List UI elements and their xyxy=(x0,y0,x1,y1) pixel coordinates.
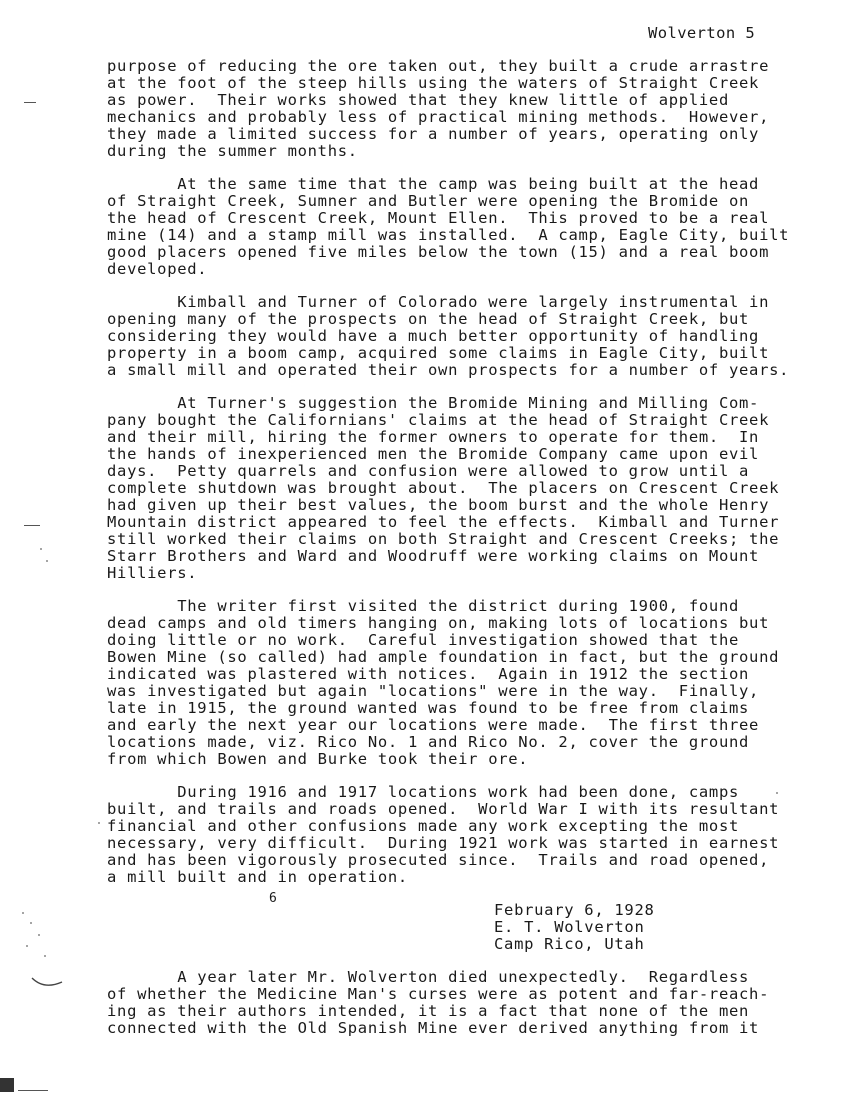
scan-speck xyxy=(26,945,28,947)
bottom-edge-mark xyxy=(18,1090,48,1091)
paragraph-1-line-6: during the summer months. xyxy=(107,142,358,160)
closing-line-1: A year later Mr. Wolverton died unexpectedly. Regardless xyxy=(107,968,750,986)
paragraph-2-line-6: developed. xyxy=(107,260,208,278)
margin-mark xyxy=(24,102,36,103)
paragraph-4-line-8: Mountain district appeared to feel the effects. Kimball and Turner xyxy=(107,513,780,531)
signature-place: Camp Rico, Utah xyxy=(494,935,645,953)
paragraph-1-line-2: at the foot of the steep hills using the waters of Straight Creek xyxy=(107,74,760,92)
paragraph-4-line-4: the hands of inexperienced men the Bromide Company came upon evil xyxy=(107,445,760,463)
paragraph-4-line-1: At Turner's suggestion the Bromide Mining and Milling Com- xyxy=(107,394,760,412)
paragraph-1-line-1: purpose of reducing the ore taken out, they built a crude arrastre xyxy=(107,57,770,75)
closing-line-2: of whether the Medicine Man's curses were as potent and far-reach- xyxy=(107,985,770,1003)
paragraph-4-line-10: Starr Brothers and Ward and Woodruff were working claims on Mount xyxy=(107,547,760,565)
paragraph-6-line-3: financial and other confusions made any work excepting the most xyxy=(107,817,740,835)
paragraph-5-line-10: from which Bowen and Burke took their ore. xyxy=(107,750,529,768)
paragraph-1-line-3: as power. Their works showed that they knew little of applied xyxy=(107,91,729,109)
margin-mark xyxy=(24,525,40,526)
paragraph-3-line-2: opening many of the prospects on the head of Straight Creek, but xyxy=(107,310,750,328)
stray-mark: 6 xyxy=(269,891,278,906)
scan-speck xyxy=(46,560,48,562)
scan-speck xyxy=(776,792,778,794)
paragraph-3-line-1: Kimball and Turner of Colorado were largely instrumental in xyxy=(107,293,770,311)
paragraph-6-line-6: a mill built and in operation. xyxy=(107,868,408,886)
paragraph-6-line-5: and has been vigorously prosecuted since. Trails and road opened, xyxy=(107,851,770,869)
paragraph-3-line-4: property in a boom camp, acquired some claims in Eagle City, built xyxy=(107,344,770,362)
paragraph-6-line-4: necessary, very difficult. During 1921 work was started in earnest xyxy=(107,834,780,852)
paragraph-2-line-5: good placers opened five miles below the town (15) and a real boom xyxy=(107,243,770,261)
paragraph-5-line-8: and early the next year our locations were made. The first three xyxy=(107,716,760,734)
paragraph-3-line-5: a small mill and operated their own prospects for a number of years. xyxy=(107,361,790,379)
scan-speck xyxy=(38,934,40,936)
paragraph-5-line-5: indicated was plastered with notices. Again in 1912 the section xyxy=(107,665,750,683)
paragraph-4-line-5: days. Petty quarrels and confusion were allowed to grow until a xyxy=(107,462,750,480)
scan-speck xyxy=(40,548,42,550)
scan-speck xyxy=(44,955,46,957)
signature-name: E. T. Wolverton xyxy=(494,918,645,936)
paragraph-3-line-3: considering they would have a much better opportunity of handling xyxy=(107,327,760,345)
paragraph-5-line-3: doing little or no work. Careful investigation showed that the xyxy=(107,631,740,649)
paragraph-5-line-4: Bowen Mine (so called) had ample foundation in fact, but the ground xyxy=(107,648,780,666)
paragraph-4-line-3: and their mill, hiring the former owners to operate for them. In xyxy=(107,428,760,446)
closing-line-3: ing as their authors intended, it is a fact that none of the men xyxy=(107,1002,750,1020)
scan-speck xyxy=(22,912,24,914)
paragraph-2-line-3: the head of Crescent Creek, Mount Ellen. This proved to be a real xyxy=(107,209,770,227)
paragraph-4-line-6: complete shutdown was brought about. The placers on Crescent Creek xyxy=(107,479,780,497)
paragraph-1-line-4: mechanics and probably less of practical mining methods. However, xyxy=(107,108,770,126)
paragraph-4-line-2: pany bought the Californians' claims at the head of Straight Creek xyxy=(107,411,770,429)
corner-mark xyxy=(0,1078,14,1092)
paragraph-5-line-9: locations made, viz. Rico No. 1 and Rico No. 2, cover the ground xyxy=(107,733,750,751)
paragraph-5-line-1: The writer first visited the district during 1900, found xyxy=(107,597,740,615)
page-header: Wolverton 5 xyxy=(648,24,756,42)
paragraph-6-line-2: built, and trails and roads opened. World War I with its resultant xyxy=(107,800,780,818)
margin-curve-mark xyxy=(30,972,66,992)
closing-line-4: connected with the Old Spanish Mine ever derived anything from it xyxy=(107,1019,760,1037)
signature-date: February 6, 1928 xyxy=(494,901,655,919)
paragraph-4-line-9: still worked their claims on both Straight and Crescent Creeks; the xyxy=(107,530,780,548)
scan-speck xyxy=(98,822,100,824)
paragraph-4-line-11: Hilliers. xyxy=(107,564,198,582)
paragraph-5-line-7: late in 1915, the ground wanted was found to be free from claims xyxy=(107,699,750,717)
scan-speck xyxy=(30,922,32,924)
paragraph-2-line-4: mine (14) and a stamp mill was installed. A camp, Eagle City, built xyxy=(107,226,790,244)
paragraph-2-line-2: of Straight Creek, Sumner and Butler were opening the Bromide on xyxy=(107,192,750,210)
paragraph-2-line-1: At the same time that the camp was being built at the head xyxy=(107,175,760,193)
paragraph-1-line-5: they made a limited success for a number of years, operating only xyxy=(107,125,760,143)
paragraph-5-line-6: was investigated but again "locations" were in the way. Finally, xyxy=(107,682,760,700)
paragraph-4-line-7: had given up their best values, the boom burst and the whole Henry xyxy=(107,496,770,514)
paragraph-5-line-2: dead camps and old timers hanging on, making lots of locations but xyxy=(107,614,770,632)
paragraph-6-line-1: During 1916 and 1917 locations work had been done, camps xyxy=(107,783,740,801)
